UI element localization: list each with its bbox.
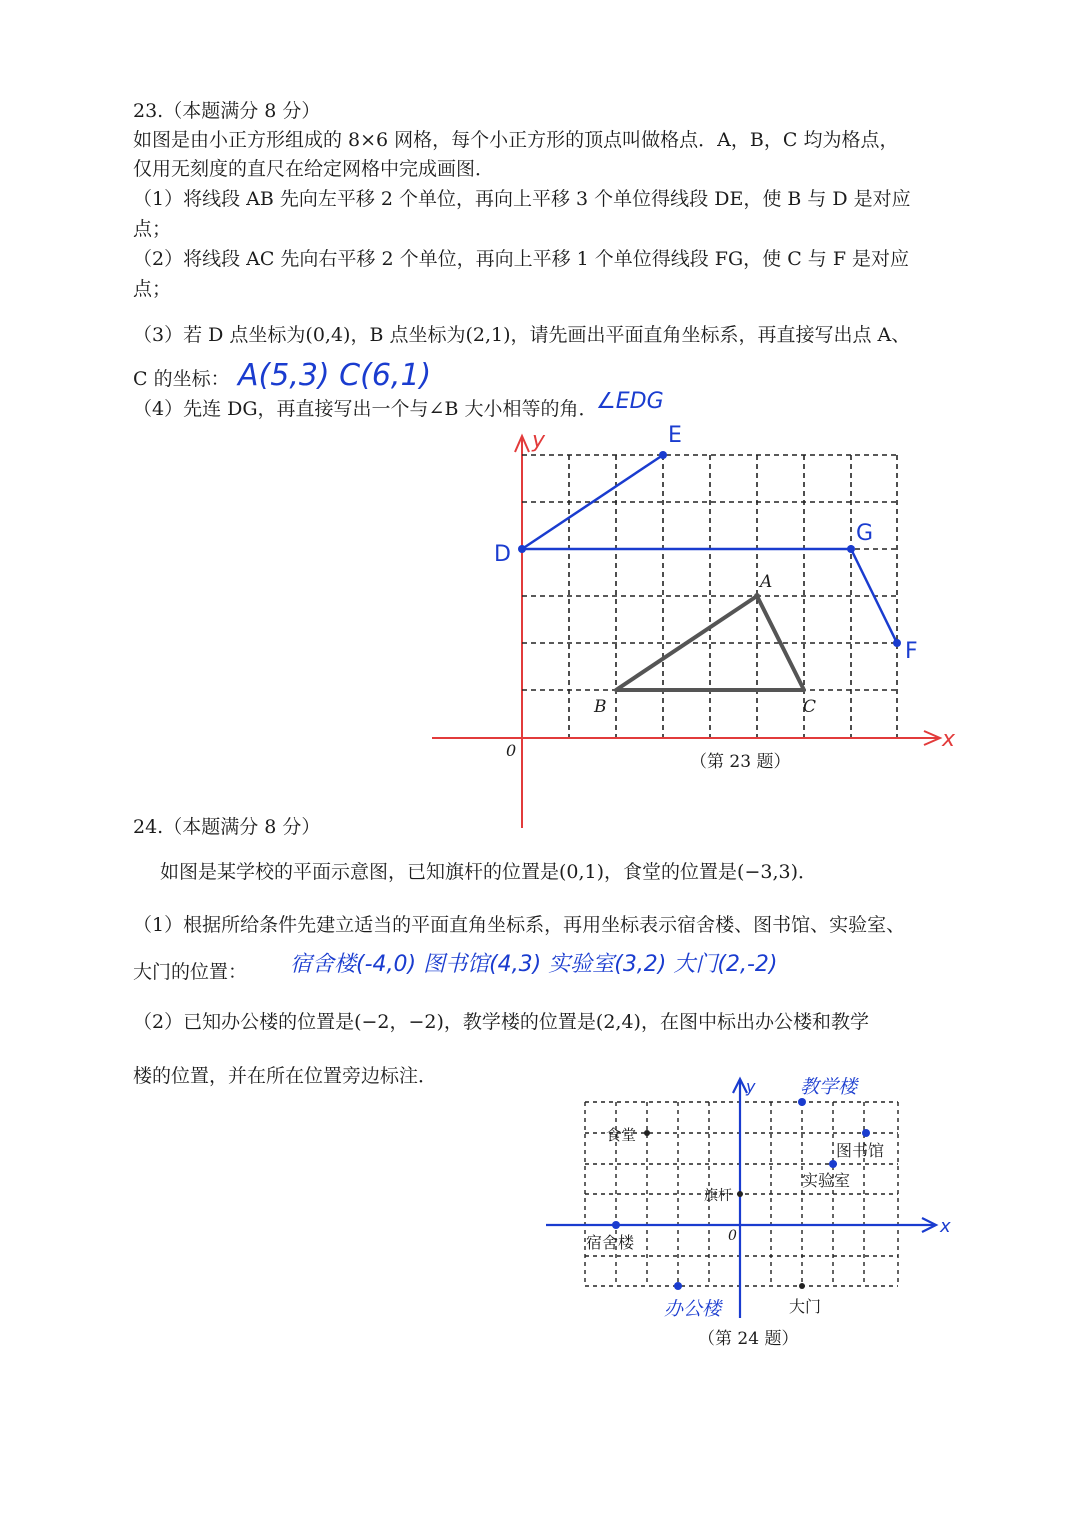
- q23-part3-line1: （3）若 D 点坐标为(0,4)，B 点坐标为(2,1)，请先画出平面直角坐标系，再直接写出点 A、: [133, 324, 911, 346]
- q24-label-office: 办公楼: [664, 1298, 722, 1320]
- q23-caption: （第 23 题）: [690, 752, 791, 772]
- q24-label-x: x: [940, 1216, 951, 1237]
- q24-label-gate: 大门: [789, 1297, 822, 1316]
- q23-part3-answer: A(5,3) C(6,1): [238, 358, 432, 393]
- q24-intro: 如图是某学校的平面示意图，已知旗杆的位置是(0,1)，食堂的位置是(−3,3)．: [160, 861, 818, 883]
- q24-point-dorm: [612, 1221, 620, 1229]
- q24-part1-line2: 大门的位置：: [133, 961, 248, 983]
- q24-point-gate: [799, 1283, 805, 1289]
- q23-label-x: x: [942, 727, 956, 752]
- q24-label-flagpole: 旗杆: [704, 1188, 732, 1204]
- q23-label-d: D: [494, 542, 511, 567]
- q24-point-teaching: [798, 1098, 806, 1106]
- q23-label-f: F: [905, 639, 918, 664]
- q24-point-office: [674, 1282, 682, 1290]
- q23-part1-line1: （1）将线段 AB 先向左平移 2 个单位，再向上平移 3 个单位得线段 DE，使 B 与 D 是对应: [133, 188, 911, 210]
- q24-label-dorm: 宿舍楼: [586, 1233, 635, 1252]
- q23-part1-line2: 点；: [133, 218, 172, 240]
- q23-label-c: C: [803, 697, 817, 717]
- q23-label-e: E: [668, 423, 682, 448]
- q23-header: 23.（本题满分 8 分）: [133, 100, 321, 122]
- q24-label-canteen: 食堂: [606, 1126, 637, 1144]
- q23-label-a: A: [760, 572, 773, 592]
- q24-part2-line2: 楼的位置，并在所在位置旁边标注．: [133, 1065, 438, 1087]
- q23-label-origin: 0: [506, 741, 517, 760]
- q24-point-flagpole: [737, 1191, 743, 1197]
- q24-label-lab: 实验室: [802, 1171, 851, 1190]
- q23-part3-line2: C 的坐标：: [133, 368, 230, 390]
- q23-part2-line1: （2）将线段 AC 先向右平移 2 个单位，再向上平移 1 个单位得线段 FG，使 C 与 F 是对应: [133, 248, 910, 270]
- q24-part1-line1: （1）根据所给条件先建立适当的平面直角坐标系，再用坐标表示宿舍楼、图书馆、实验室、: [133, 914, 906, 936]
- q23-label-g: G: [856, 521, 874, 546]
- q23-part4-answer: ∠EDG: [596, 389, 664, 414]
- q24-label-library: 图书馆: [836, 1141, 885, 1160]
- q24-label-y: y: [746, 1077, 756, 1096]
- q24-label-origin: 0: [728, 1228, 737, 1244]
- q23-intro-line1: 如图是由小正方形组成的 8×6 网格，每个小正方形的顶点叫做格点．A，B，C 均为格点，: [133, 129, 899, 151]
- q23-part4: （4）先连 DG，再直接写出一个与∠B 大小相等的角．: [133, 398, 598, 420]
- q24-part2-line1: （2）已知办公楼的位置是(−2，−2)，教学楼的位置是(2,4)，在图中标出办公楼和教学: [133, 1011, 869, 1033]
- q24-label-teaching: 教学楼: [800, 1076, 858, 1098]
- q24-point-lab: [829, 1160, 837, 1168]
- q23-intro-line2: 仅用无刻度的直尺在给定网格中完成画图．: [133, 158, 495, 180]
- q23-part2-line2: 点；: [133, 278, 172, 300]
- q24-caption: （第 24 题）: [698, 1329, 799, 1349]
- q23-label-y: y: [532, 428, 546, 453]
- q24-part1-answer: 宿舍楼(-4,0) 图书馆(4,3) 实验室(3,2) 大门(2,-2): [290, 952, 778, 977]
- q24-point-canteen: [644, 1130, 650, 1136]
- q24-point-library: [862, 1129, 870, 1137]
- q23-label-b: B: [594, 697, 607, 717]
- q24-header: 24.（本题满分 8 分）: [133, 816, 321, 838]
